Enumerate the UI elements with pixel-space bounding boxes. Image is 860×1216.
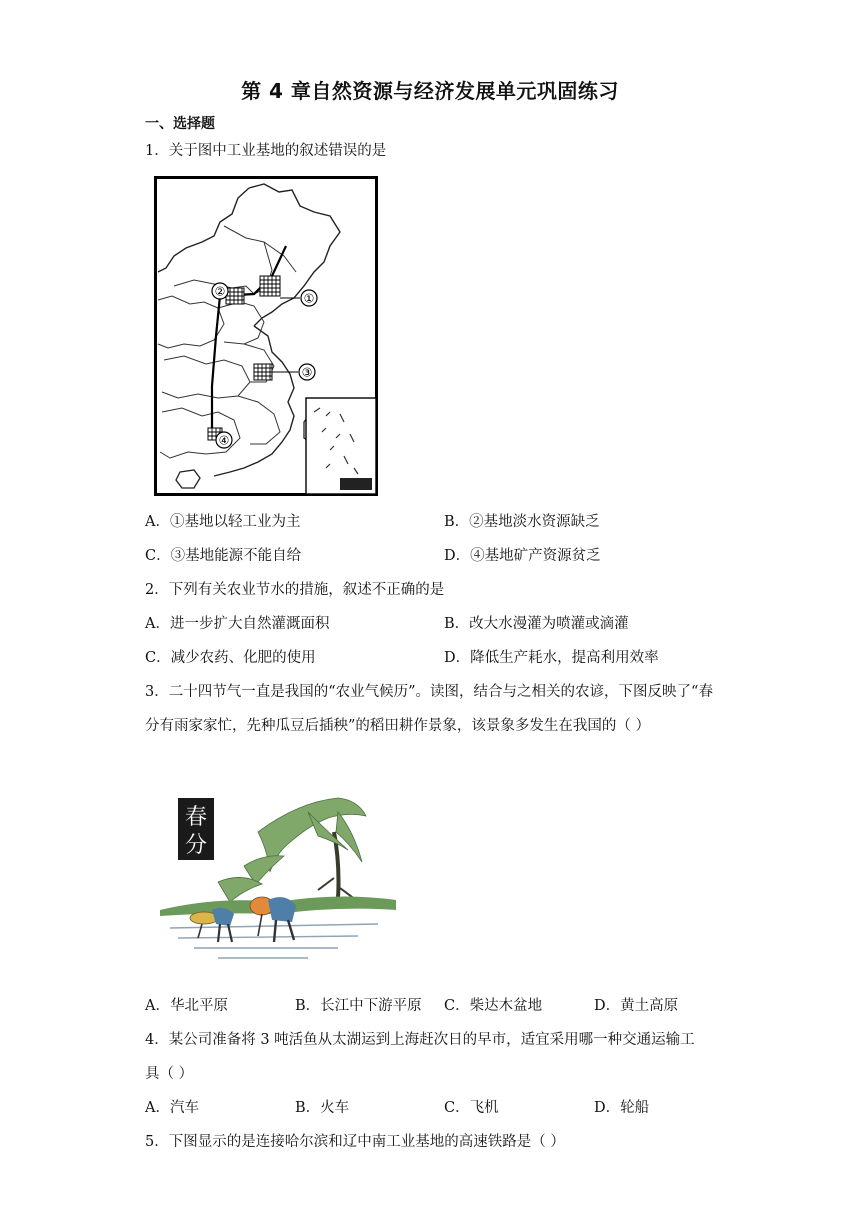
china-industrial-bases-map	[154, 176, 378, 496]
question-4-stem-line-1: 4．某公司准备将 3 吨活鱼从太湖运到上海赶次日的早市，适宜采用哪一种交通运输工	[145, 1032, 695, 1048]
question-3-option-c[interactable]: C．柴达木盆地	[444, 998, 543, 1014]
question-3-option-d[interactable]: D．黄土高原	[594, 998, 679, 1014]
svg-text:④: ④	[218, 433, 230, 448]
svg-text:①: ①	[303, 291, 315, 306]
question-1-option-c[interactable]: C．③基地能源不能自给	[145, 548, 302, 564]
question-2-option-b[interactable]: B．改大水漫灌为喷灌或滴灌	[444, 616, 629, 632]
south-china-sea-inset	[306, 398, 376, 494]
industrial-base-1-area	[260, 276, 280, 296]
question-4-option-c[interactable]: C．飞机	[444, 1100, 499, 1116]
question-1-option-a[interactable]: A．①基地以轻工业为主	[145, 514, 301, 530]
question-4-stem-line-2: 具（ ）	[145, 1066, 194, 1082]
farmer-right	[250, 897, 296, 942]
solar-term-char-1: 春	[184, 805, 208, 830]
solar-term-char-2: 分	[184, 833, 208, 858]
question-3-stem-line-2: 分有雨家家忙，先种瓜豆后插秧”的稻田耕作景象，该景象多发生在我国的（ ）	[145, 718, 651, 734]
question-3-option-b[interactable]: B．长江中下游平原	[295, 998, 422, 1014]
industrial-base-3-area	[254, 364, 272, 380]
question-2-option-c[interactable]: C．减少农药、化肥的使用	[145, 650, 316, 666]
question-2-stem: 2．下列有关农业节水的措施，叙述不正确的是	[145, 582, 445, 598]
question-1-stem: 1．关于图中工业基地的叙述错误的是	[145, 143, 387, 159]
question-4-option-b[interactable]: B．火车	[295, 1100, 350, 1116]
question-5-stem: 5．下图显示的是连接哈尔滨和辽中南工业基地的高速铁路是（ ）	[145, 1134, 565, 1150]
question-1-option-b[interactable]: B．②基地淡水资源缺乏	[444, 514, 600, 530]
question-4-option-d[interactable]: D．轮船	[594, 1100, 650, 1116]
page-title: 第 4 章自然资源与经济发展单元巩固练习	[241, 79, 619, 103]
question-4-option-a[interactable]: A．汽车	[145, 1100, 199, 1116]
map-marker-3	[299, 364, 315, 380]
map-marker-4	[216, 432, 232, 448]
industrial-base-2-area	[226, 288, 244, 304]
question-1-option-d[interactable]: D．④基地矿产资源贫乏	[444, 548, 601, 564]
svg-text:②: ②	[214, 284, 226, 299]
svg-text:③: ③	[301, 365, 313, 380]
map-marker-2	[212, 283, 228, 299]
section-heading: 一、选择题	[145, 116, 215, 132]
map-marker-1	[301, 290, 317, 306]
question-2-option-d[interactable]: D．降低生产耗水，提高利用效率	[444, 650, 659, 666]
willow-foliage	[218, 798, 366, 902]
question-2-option-a[interactable]: A．进一步扩大自然灌溉面积	[145, 616, 330, 632]
spring-equinox-rice-planting-illustration	[158, 792, 398, 964]
question-3-stem-line-1: 3．二十四节气一直是我国的“农业气候历”。读图，结合与之相关的农谚，下图反映了“春	[145, 684, 713, 700]
question-3-option-a[interactable]: A．华北平原	[145, 998, 228, 1014]
